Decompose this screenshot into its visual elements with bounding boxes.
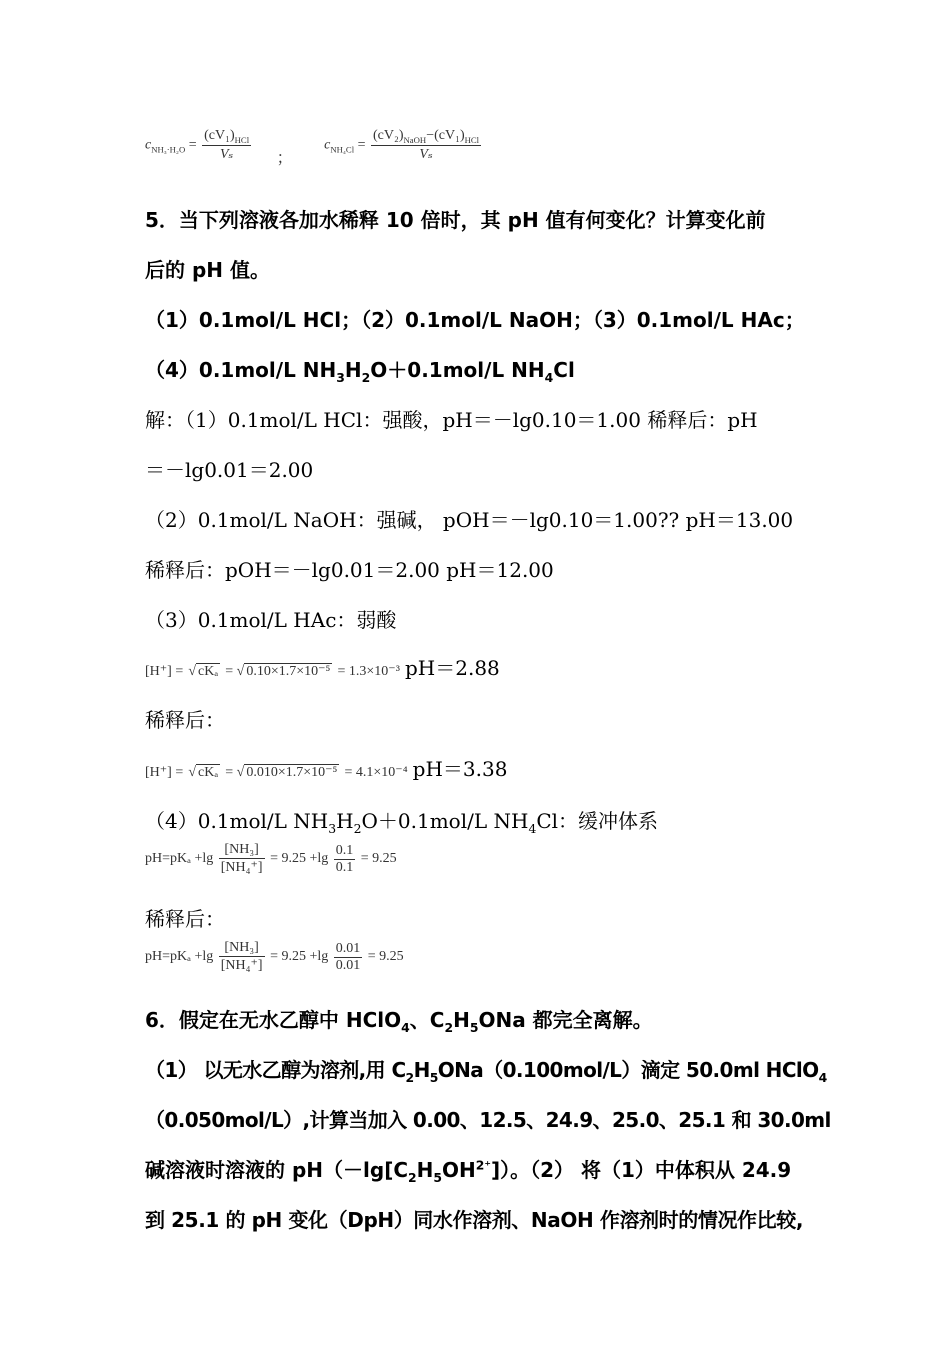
frac2-num2-sub: HCl <box>464 134 480 145</box>
q5-title-line2: 后的 pH 值。 <box>145 258 270 282</box>
t: H <box>453 1008 470 1032</box>
q5-items-line1: （1）0.1mol/L HCl；（2）0.1mol/L NaOH；（3）0.1mol/L HAc； <box>145 308 805 332</box>
eq-frac <box>219 940 265 974</box>
sub: 2 <box>353 821 362 836</box>
eq-result: = 4.1×10⁻⁴ <box>344 765 408 780</box>
frac2-den: Vₛ <box>371 145 481 163</box>
t: （4）0.1mol/L NH <box>145 358 337 382</box>
frac2-num-sub: NaOH <box>403 134 427 145</box>
separator: ； <box>276 149 293 167</box>
sub: 2 <box>444 1020 454 1035</box>
t: H <box>344 358 362 382</box>
eq-lhs: [H⁺] = <box>145 765 184 780</box>
fraction-2 <box>371 128 481 163</box>
t: ]）。（2） 将（1）中体积从 24.9 <box>490 1158 792 1182</box>
t: OH <box>442 1158 476 1182</box>
sol3-line1: （3）0.1mol/L HAc：弱酸 <box>145 608 397 632</box>
sub: 3 <box>336 370 345 385</box>
eq-radical: cKₐ <box>198 765 219 780</box>
t: O＋0.1mol/L NH <box>370 358 545 382</box>
formula-top <box>145 128 483 167</box>
sup: 2⁺ <box>475 1157 491 1173</box>
eq-radical: 0.010×1.7×10⁻⁵ <box>246 765 338 780</box>
q6-line4 <box>145 1154 791 1185</box>
sub: 2 <box>408 1170 417 1185</box>
eq-frac <box>334 843 356 876</box>
eq-result: = 1.3×10⁻³ <box>337 664 400 679</box>
eq-mid: = 9.25 +lg <box>270 851 329 867</box>
frac1-num-sub: HCl <box>234 134 250 145</box>
frac-num: 0.01 <box>335 940 361 956</box>
eq-radical: cKₐ <box>198 664 219 679</box>
eq-lhs: pH=pKₐ +lg <box>145 851 214 867</box>
sub: 4 <box>401 1020 410 1035</box>
q6-line1 <box>145 1004 653 1035</box>
formula-c1: c <box>145 137 152 153</box>
eq-radical: 0.10×1.7×10⁻⁵ <box>246 664 331 679</box>
q6-line3: （0.050mol/L）,计算当加入 0.00、12.5、24.9、25.0、25.1 和 30.0ml <box>145 1108 831 1132</box>
sub: 3 <box>328 821 337 836</box>
frac-den: [NH₄⁺] <box>220 860 263 875</box>
t: 碱溶液时溶液的 pH（－lg[C <box>145 1158 409 1182</box>
sub: 4 <box>528 821 537 836</box>
t: （4）0.1mol/L NH <box>145 809 329 833</box>
eq-mid: = 9.25 +lg <box>270 949 329 965</box>
sol2-line1: （2）0.1mol/L NaOH：强碱， pOH＝－lg0.10＝1.00?? pH＝13.00 <box>145 508 794 532</box>
eq-frac <box>219 842 265 876</box>
sol3-eq1: [H⁺] = √ cKₐ = √ 0.10×1.7×10⁻⁵ = 1.3×10⁻³ pH＝2.88 <box>145 656 500 680</box>
frac-den: 0.01 <box>335 957 361 973</box>
formula-c2: c <box>324 137 331 153</box>
frac1-den: Vₛ <box>202 145 251 163</box>
eq-result: = 9.25 <box>360 851 397 867</box>
t: 6．假定在无水乙醇中 HClO <box>145 1008 402 1032</box>
eq-result: = 9.25 <box>367 949 404 965</box>
sol4-line1 <box>145 805 658 836</box>
equals: = <box>188 137 197 153</box>
t: ONa 都完全离解。 <box>478 1008 653 1032</box>
t: （1） 以无水乙醇为溶剂,用 C <box>145 1058 406 1082</box>
sub: 5 <box>433 1170 443 1185</box>
sol4-after: 稀释后： <box>145 907 225 931</box>
eq-frac <box>334 941 363 974</box>
sub: 2 <box>405 1070 414 1085</box>
eq-ph: pH＝2.88 <box>405 656 500 680</box>
t: H <box>336 809 354 833</box>
equals-2: = <box>357 137 366 153</box>
t: O＋0.1mol/L NH <box>361 809 529 833</box>
eq-lhs: [H⁺] = <box>145 664 184 679</box>
frac1-num: (cV₁) <box>204 128 235 143</box>
frac-num: 0.1 <box>335 842 354 858</box>
frac-num: [NH₃] <box>224 842 259 857</box>
formula-c1-sub: NH₃·H₂O <box>151 144 186 155</box>
t: ONa（0.100mol/L）滴定 50.0ml HClO <box>437 1058 819 1082</box>
frac-den: 0.1 <box>335 859 354 875</box>
t: Cl：缓冲体系 <box>536 809 659 833</box>
q5-title-line1: 5．当下列溶液各加水稀释 10 倍时，其 pH 值有何变化？计算变化前 <box>145 208 766 232</box>
frac2-num-minus: −(cV₁) <box>426 128 465 143</box>
sol1-line2: ＝－lg0.01＝2.00 <box>145 458 314 482</box>
t: Cl <box>553 358 575 382</box>
sub: 5 <box>429 1070 438 1085</box>
eq-ph: pH＝3.38 <box>412 757 508 781</box>
formula-c2-sub: NH₄Cl <box>330 144 355 155</box>
sol2-line2: 稀释后：pOH＝－lg0.01＝2.00 pH＝12.00 <box>145 558 554 582</box>
fraction-1 <box>202 128 251 163</box>
q6-line2 <box>145 1054 827 1085</box>
sub: 5 <box>469 1020 479 1035</box>
sub: 4 <box>818 1070 827 1085</box>
sol3-after: 稀释后： <box>145 708 225 732</box>
frac-den: [NH₄⁺] <box>220 958 263 973</box>
sol3-eq2: [H⁺] = √ cKₐ = √ 0.010×1.7×10⁻⁵ = 4.1×10⁻⁴ pH＝3.38 <box>145 757 508 781</box>
frac2-num: (cV₂) <box>373 128 404 143</box>
t: H <box>413 1058 430 1082</box>
sub: 4 <box>544 370 554 385</box>
eq-lhs: pH=pKₐ +lg <box>145 949 214 965</box>
frac-num: [NH₃] <box>224 940 259 955</box>
sol4-eq1 <box>145 842 397 876</box>
sol1-line1: 解：（1）0.1mol/L HCl：强酸，pH＝－lg0.10＝1.00 稀释后：pH <box>145 408 758 432</box>
sol4-eq2 <box>145 940 404 974</box>
t: H <box>416 1158 434 1182</box>
t: 、C <box>409 1008 445 1032</box>
sub: 2 <box>361 370 371 385</box>
q5-items-line2 <box>145 354 575 385</box>
q6-line5: 到 25.1 的 pH 变化（DpH）同水作溶剂、NaOH 作溶剂时的情况作比较, <box>145 1208 804 1232</box>
